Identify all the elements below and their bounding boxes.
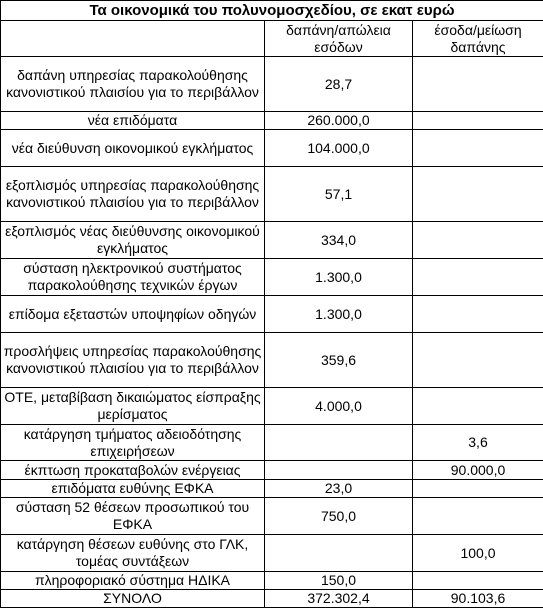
revenue-cell [413, 57, 543, 112]
revenue-cell: 100,0 [413, 535, 543, 572]
expense-cell: 104.000,0 [265, 130, 413, 167]
label-cell: πληροφοριακό σύστημα ΗΔΙΚΑ [1, 572, 265, 590]
revenue-cell [413, 388, 543, 425]
revenue-cell [413, 222, 543, 259]
revenue-cell [413, 112, 543, 130]
label-cell: εξοπλισμός υπηρεσίας παρακολούθησης κανονιστικού πλαισίου για το περιβάλλον [1, 167, 265, 222]
label-cell: δαπάνη υπηρεσίας παρακολούθησης κανονιστικού πλαισίου για το περιβάλλον [1, 57, 265, 112]
revenue-cell [413, 572, 543, 590]
revenue-cell [413, 480, 543, 498]
table-row [1, 112, 543, 130]
revenue-cell: 90.000,0 [413, 461, 543, 480]
expense-cell: 334,0 [265, 222, 413, 259]
label-cell: σύσταση 52 θέσεων προσωπικού του ΕΦΚΑ [1, 498, 265, 535]
revenue-cell [413, 259, 543, 296]
expense-cell: 23,0 [265, 480, 413, 498]
table-row [1, 535, 543, 572]
header-revenue-cell: έσοδα/μείωση δαπάνης [413, 21, 543, 57]
expense-cell [265, 535, 413, 572]
expense-cell: 260.000,0 [265, 112, 413, 130]
table-row [1, 480, 543, 498]
table-row [1, 498, 543, 535]
expense-cell: 1.300,0 [265, 259, 413, 296]
label-cell: προσλήψεις υπηρεσίας παρακολούθησης κανονιστικού πλαισίου για το περιβάλλον [1, 333, 265, 388]
header-row [1, 21, 543, 57]
table-row [1, 388, 543, 425]
revenue-cell: 90.103,6 [413, 590, 543, 608]
revenue-cell [413, 167, 543, 222]
revenue-cell [413, 333, 543, 388]
total-row [1, 590, 543, 608]
table-row [1, 167, 543, 222]
expense-cell: 750,0 [265, 498, 413, 535]
expense-cell: 57,1 [265, 167, 413, 222]
table-row [1, 296, 543, 333]
revenue-cell [413, 130, 543, 167]
revenue-cell [413, 498, 543, 535]
label-cell: επιδόματα ευθύνης ΕΦΚΑ [1, 480, 265, 498]
expense-cell [265, 425, 413, 461]
revenue-cell [413, 296, 543, 333]
expense-cell: 1.300,0 [265, 296, 413, 333]
expense-cell: 28,7 [265, 57, 413, 112]
revenue-cell: 3,6 [413, 425, 543, 461]
expense-cell: 359,6 [265, 333, 413, 388]
header-expense-cell: δαπάνη/απώλεια εσόδων [265, 21, 413, 57]
label-cell: κατάργηση θέσεων ευθύνης στο ΓΛΚ, τομέας συντάξεων [1, 535, 265, 572]
title-row [1, 1, 543, 21]
label-cell: σύσταση ηλεκτρονικού συστήματος παρακολούθησης τεχνικών έργων [1, 259, 265, 296]
label-cell: νέα διεύθυνση οικονομικού εγκλήματος [1, 130, 265, 167]
expense-cell: 372.302,4 [265, 590, 413, 608]
label-cell: κατάργηση τμήματος αδειοδότησης επιχειρήσεων [1, 425, 265, 461]
table-row [1, 333, 543, 388]
label-cell: εξοπλισμός νέας διεύθυνσης οικονομικού εγκλήματος [1, 222, 265, 259]
expense-cell [265, 461, 413, 480]
label-cell: ΣΥΝΟΛΟ [1, 590, 265, 608]
table-row [1, 461, 543, 480]
label-cell: επίδομα εξεταστών υποψηφίων οδηγών [1, 296, 265, 333]
table-title: Τα οικονομικά του πολυνομοσχεδίου, σε εκατ ευρώ [1, 1, 543, 21]
table-row [1, 57, 543, 112]
label-cell: ΟΤΕ, μεταβίβαση δικαιώματος είσπραξης μερίσματος [1, 388, 265, 425]
label-cell: νέα επιδόματα [1, 112, 265, 130]
table-row [1, 572, 543, 590]
table-row [1, 222, 543, 259]
header-label-cell [1, 21, 265, 57]
table-row [1, 130, 543, 167]
table-row [1, 425, 543, 461]
label-cell: έκπτωση προκαταβολών ενέργειας [1, 461, 265, 480]
expense-cell: 4.000,0 [265, 388, 413, 425]
expense-cell: 150,0 [265, 572, 413, 590]
table-row [1, 259, 543, 296]
